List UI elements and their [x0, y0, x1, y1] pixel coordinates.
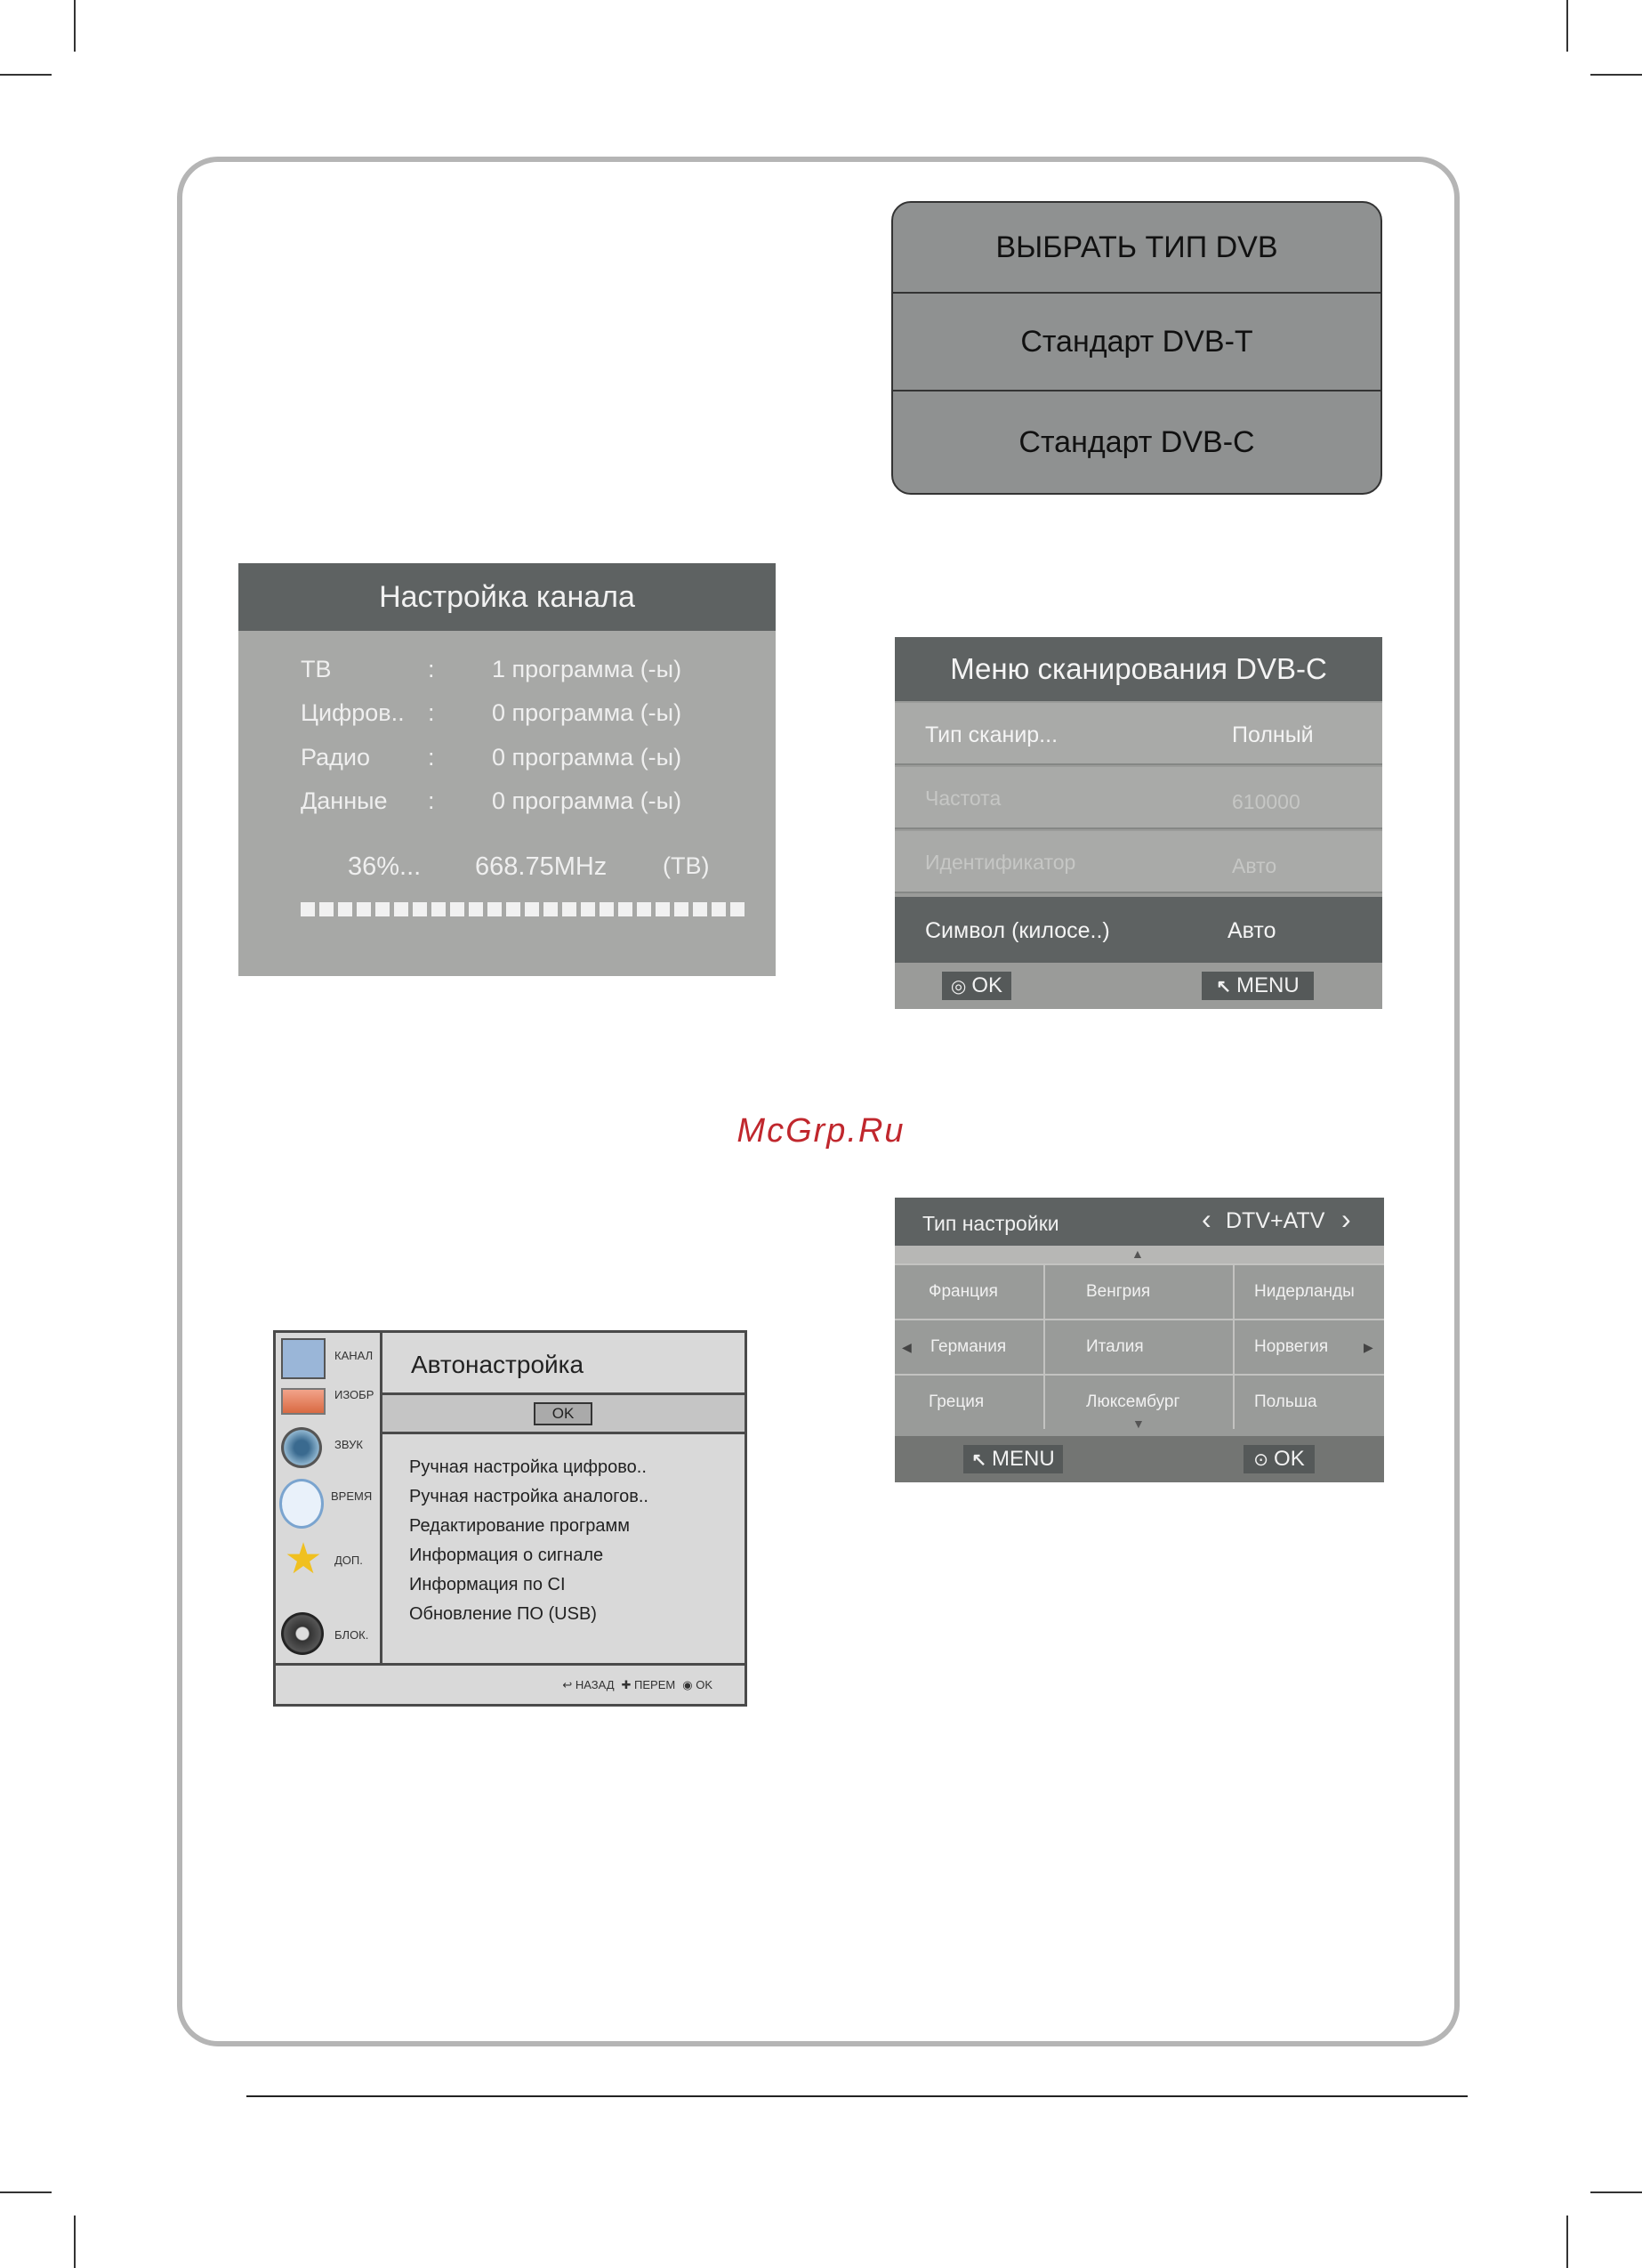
back-icon: ↩	[562, 1678, 573, 1691]
network-id-row	[895, 831, 1382, 893]
progress-segment	[600, 902, 614, 916]
dvbc-scan-footer	[895, 963, 1382, 1009]
channel-count-row	[238, 699, 776, 735]
arrow-up-icon[interactable]: ▲	[1131, 1247, 1144, 1261]
tuning-type-value[interactable]: DTV+ATV	[1226, 1208, 1325, 1233]
progress-segment	[394, 902, 408, 916]
progress-segment	[338, 902, 352, 916]
sidebar-label: ЗВУК	[334, 1438, 363, 1451]
sidebar-item-extra[interactable]	[279, 1538, 379, 1584]
dvbc-scan-title: Меню сканирования DVB-C	[895, 637, 1382, 701]
progress-segment	[506, 902, 520, 916]
row-sep: :	[428, 656, 435, 682]
progress-segment	[656, 902, 670, 916]
progress-segment	[730, 902, 745, 916]
progress-segment	[487, 902, 502, 916]
channel-count-row	[238, 787, 776, 823]
progress-segment	[543, 902, 558, 916]
star-icon: ★	[284, 1536, 323, 1583]
auto-setup-ok-button[interactable]: OK	[534, 1402, 592, 1425]
sidebar-item-lock[interactable]	[279, 1602, 379, 1648]
symbol-rate-row[interactable]	[895, 897, 1382, 963]
lock-icon	[281, 1612, 324, 1655]
ok-label: OK	[696, 1678, 712, 1691]
row-label: Радио	[301, 744, 370, 771]
clock-icon	[279, 1479, 324, 1529]
channel-icon	[281, 1338, 326, 1379]
progress-segment	[357, 902, 371, 916]
progress-segment	[562, 902, 576, 916]
dvb-type-title: ВЫБРАТЬ ТИП DVB	[893, 203, 1380, 294]
move-icon: ✚	[621, 1678, 632, 1691]
progress-segment	[450, 902, 464, 916]
sidebar-item-time[interactable]	[279, 1477, 379, 1523]
dvb-type-menu	[891, 201, 1382, 495]
ok-button[interactable]	[942, 972, 1011, 1000]
country-option[interactable]: Польша	[1235, 1374, 1384, 1429]
row-label: Идентификатор	[925, 851, 1076, 874]
tuning-type-label: Тип настройки	[922, 1212, 1059, 1235]
bottom-divider	[246, 2095, 1468, 2097]
progress-segment	[469, 902, 483, 916]
channel-count-row	[238, 656, 776, 691]
auto-setup-footer	[276, 1663, 745, 1704]
progress-segment	[693, 902, 707, 916]
country-option[interactable]: Греция	[895, 1374, 1045, 1429]
dvb-option-c[interactable]: Стандарт DVB-C	[1018, 424, 1255, 459]
scan-frequency: 668.75MHz	[475, 852, 608, 881]
scan-mode: (ТВ)	[663, 852, 710, 879]
speaker-icon	[281, 1427, 322, 1468]
scan-progress-bar	[301, 902, 745, 916]
progress-segment	[581, 902, 595, 916]
arrow-down-icon[interactable]: ▼	[1132, 1416, 1145, 1431]
progress-segment	[319, 902, 334, 916]
menu-label: MENU	[1236, 973, 1300, 997]
channel-setup-panel	[238, 563, 776, 976]
back-hint	[562, 1678, 614, 1692]
chevron-left-icon[interactable]: ‹	[1202, 1203, 1211, 1235]
settings-sidebar	[276, 1333, 382, 1663]
row-value: 0 программа (-ы)	[492, 744, 682, 771]
progress-segment	[525, 902, 539, 916]
country-option[interactable]: Венгрия	[1045, 1263, 1235, 1319]
move-hint	[622, 1678, 676, 1692]
row-sep: :	[428, 699, 435, 726]
sidebar-item-picture[interactable]	[279, 1381, 379, 1427]
row-value: 610000	[1232, 790, 1300, 813]
ok-icon: ◎	[950, 976, 967, 997]
row-value: Полный	[1232, 722, 1314, 747]
crop-mark	[74, 2216, 76, 2268]
row-sep: :	[428, 787, 435, 814]
progress-segment	[431, 902, 446, 916]
channel-menu-list	[409, 1457, 648, 1634]
row-value: Авто	[1232, 854, 1277, 877]
row-label: Символ (килосе..)	[925, 918, 1110, 943]
arrow-left-icon[interactable]: ◀	[902, 1340, 912, 1354]
country-option[interactable]: Франция	[895, 1263, 1045, 1319]
progress-segment	[375, 902, 390, 916]
row-label: Частота	[925, 787, 1002, 810]
menu-label: MENU	[992, 1447, 1055, 1471]
dvbc-scan-menu	[895, 637, 1382, 1009]
auto-setup-menu	[273, 1330, 747, 1707]
sidebar-label: ДОП.	[334, 1554, 363, 1567]
row-value: 0 программа (-ы)	[492, 787, 682, 814]
crop-mark	[0, 74, 52, 76]
ok-hint	[682, 1678, 712, 1692]
ok-label: OK	[971, 973, 1003, 997]
ok-label: OK	[1274, 1447, 1305, 1471]
crop-mark	[1566, 2216, 1568, 2268]
crop-mark	[1590, 2191, 1642, 2193]
country-grid	[895, 1263, 1384, 1433]
watermark: McGrp.Ru	[736, 1112, 906, 1150]
country-option[interactable]: Люксембург	[1045, 1374, 1235, 1429]
frequency-row	[895, 767, 1382, 829]
sidebar-item-channel[interactable]	[279, 1336, 379, 1383]
dvb-option-t[interactable]: Стандарт DVB-T	[893, 294, 1380, 391]
sidebar-label: КАНАЛ	[334, 1349, 374, 1362]
channel-setup-title: Настройка канала	[238, 563, 776, 631]
menu-button[interactable]	[1202, 972, 1314, 1000]
row-label: ТВ	[301, 656, 332, 682]
country-option[interactable]: Нидерланды	[1235, 1263, 1384, 1319]
menu-item-program-edit[interactable]: Редактирование программ	[409, 1516, 631, 1536]
tuning-type-menu	[895, 1198, 1384, 1482]
tuning-type-header	[895, 1198, 1384, 1246]
row-sep: :	[428, 744, 435, 771]
menu-icon: ↖	[971, 1449, 987, 1470]
auto-setup-title: Автонастройка	[382, 1333, 745, 1395]
menu-button[interactable]	[963, 1445, 1063, 1473]
crop-mark	[1566, 0, 1568, 52]
menu-item-signal-info[interactable]: Информация о сигнале	[409, 1546, 604, 1565]
back-label: НАЗАД	[575, 1678, 615, 1691]
crop-mark	[1590, 74, 1642, 76]
scan-type-row[interactable]	[895, 703, 1382, 765]
progress-segment	[301, 902, 315, 916]
ok-button[interactable]	[1244, 1445, 1315, 1473]
menu-item-manual-digital[interactable]: Ручная настройка цифрово..	[409, 1457, 647, 1477]
move-label: ПЕРЕМ	[634, 1678, 676, 1691]
sidebar-label: ВРЕМЯ	[331, 1489, 373, 1503]
row-label: Цифров..	[301, 699, 405, 726]
channel-count-row	[238, 744, 776, 779]
row-value: Авто	[1227, 918, 1276, 943]
sidebar-label: БЛОК.	[334, 1628, 369, 1642]
row-label: Тип сканир...	[925, 722, 1058, 747]
country-option[interactable]: Италия	[1045, 1319, 1235, 1374]
menu-item-ci-info[interactable]: Информация по CI	[409, 1575, 566, 1594]
progress-segment	[618, 902, 632, 916]
row-value: 0 программа (-ы)	[492, 699, 682, 726]
menu-item-manual-analog[interactable]: Ручная настройка аналогов..	[409, 1487, 648, 1506]
crop-mark	[0, 2191, 52, 2193]
row-label: Данные	[301, 787, 388, 814]
progress-segment	[674, 902, 688, 916]
scroll-up-strip	[895, 1246, 1384, 1263]
sidebar-label: ИЗОБР	[334, 1388, 374, 1401]
sidebar-item-sound[interactable]	[279, 1425, 379, 1472]
country-option[interactable]: Германия	[895, 1319, 1045, 1374]
arrow-right-icon[interactable]: ▶	[1364, 1340, 1373, 1354]
progress-segment	[712, 902, 726, 916]
progress-segment	[637, 902, 651, 916]
row-value: 1 программа (-ы)	[492, 656, 682, 682]
auto-setup-ok-bar	[382, 1395, 745, 1434]
progress-segment	[413, 902, 427, 916]
tuning-footer	[895, 1436, 1384, 1482]
scan-progress-text: 36%...	[348, 852, 422, 881]
chevron-right-icon[interactable]: ›	[1341, 1203, 1351, 1235]
footer-hints	[562, 1678, 712, 1692]
picture-icon	[281, 1388, 326, 1415]
ok-icon: ◉	[682, 1678, 693, 1691]
ok-icon: ⊙	[1253, 1449, 1269, 1470]
crop-mark	[74, 0, 76, 52]
menu-icon: ↖	[1216, 976, 1232, 997]
country-option[interactable]: Норвегия	[1235, 1319, 1384, 1374]
menu-item-usb-update[interactable]: Обновление ПО (USB)	[409, 1604, 597, 1624]
